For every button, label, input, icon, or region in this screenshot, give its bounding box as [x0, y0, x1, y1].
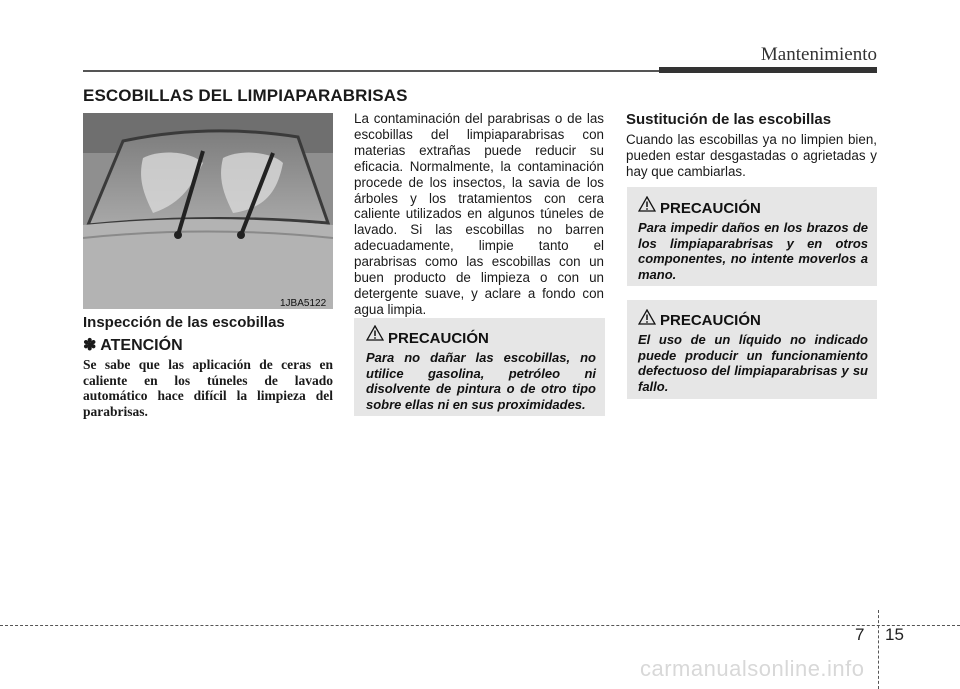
watermark: carmanualsonline.info [640, 656, 865, 681]
windshield-photo [83, 113, 333, 309]
warning-triangle-icon [638, 196, 656, 212]
inspection-heading: Inspección de las escobillas [83, 314, 285, 331]
footer-rule [0, 625, 960, 626]
warning-triangle-icon [366, 325, 384, 341]
replacement-heading: Sustitución de las escobillas [626, 111, 832, 128]
header-bar [659, 67, 877, 73]
footer-divider [878, 610, 879, 689]
caution-box-fluid [627, 300, 877, 399]
chapter-title: Mantenimiento [760, 44, 877, 65]
photo-label: 1JBA5122 [280, 298, 327, 309]
caution-box-arms [627, 187, 877, 286]
caution-text: Para no dañar las escobillas, no utilice gasolina, petróleo ni disolvente de pintura o de otro tipo sobre ellas ni en sus proximidades. [366, 350, 596, 412]
atencion-label: ✽ ATENCIÓN [83, 337, 183, 354]
chapter-number: 7 [855, 625, 865, 644]
windshield-illustration [83, 113, 333, 309]
caution-text: El uso de un líquido no indicado puede producir un funcionamiento defectuoso del limpiaparabrisas y su fallo. [638, 332, 868, 394]
section-title: ESCOBILLAS DEL LIMPIAPARABRISAS [83, 86, 408, 105]
caution-heading: PRECAUCIÓN [660, 312, 761, 329]
atencion-text: Se sabe que las aplicación de ceras en caliente en los túneles de lavado automático hace difícil la limpieza del parabrisas. [83, 357, 333, 419]
header-rule [83, 70, 659, 72]
contamination-paragraph: La contaminación del parabrisas o de las escobillas del limpiaparabrisas con materias extrañas puede reducir su eficacia. Normalmente, la contaminación procede de los insectos, la savia de los árboles y los tratamientos con cera caliente utilizados en algunos túneles de lavado. Si las escobillas no barren adecuadamente, limpie tanto el parabrisas como las escobillas con un buen producto de limpieza o con un detergente suave, y aclare a fondo con agua limpia. [354, 111, 604, 317]
replacement-paragraph: Cuando las escobillas ya no limpien bien, pueden estar desgastadas o agrietadas y hay que cambiarlas. [626, 132, 877, 179]
warning-triangle-icon [638, 309, 656, 325]
caution-box-cleaning [354, 318, 605, 416]
caution-heading: PRECAUCIÓN [388, 330, 489, 347]
caution-text: Para impedir daños en los brazos de los limpiaparabrisas y en otros componentes, no intente moverlos a mano. [638, 220, 868, 282]
page-number: 15 [885, 625, 904, 644]
caution-heading: PRECAUCIÓN [660, 200, 761, 217]
